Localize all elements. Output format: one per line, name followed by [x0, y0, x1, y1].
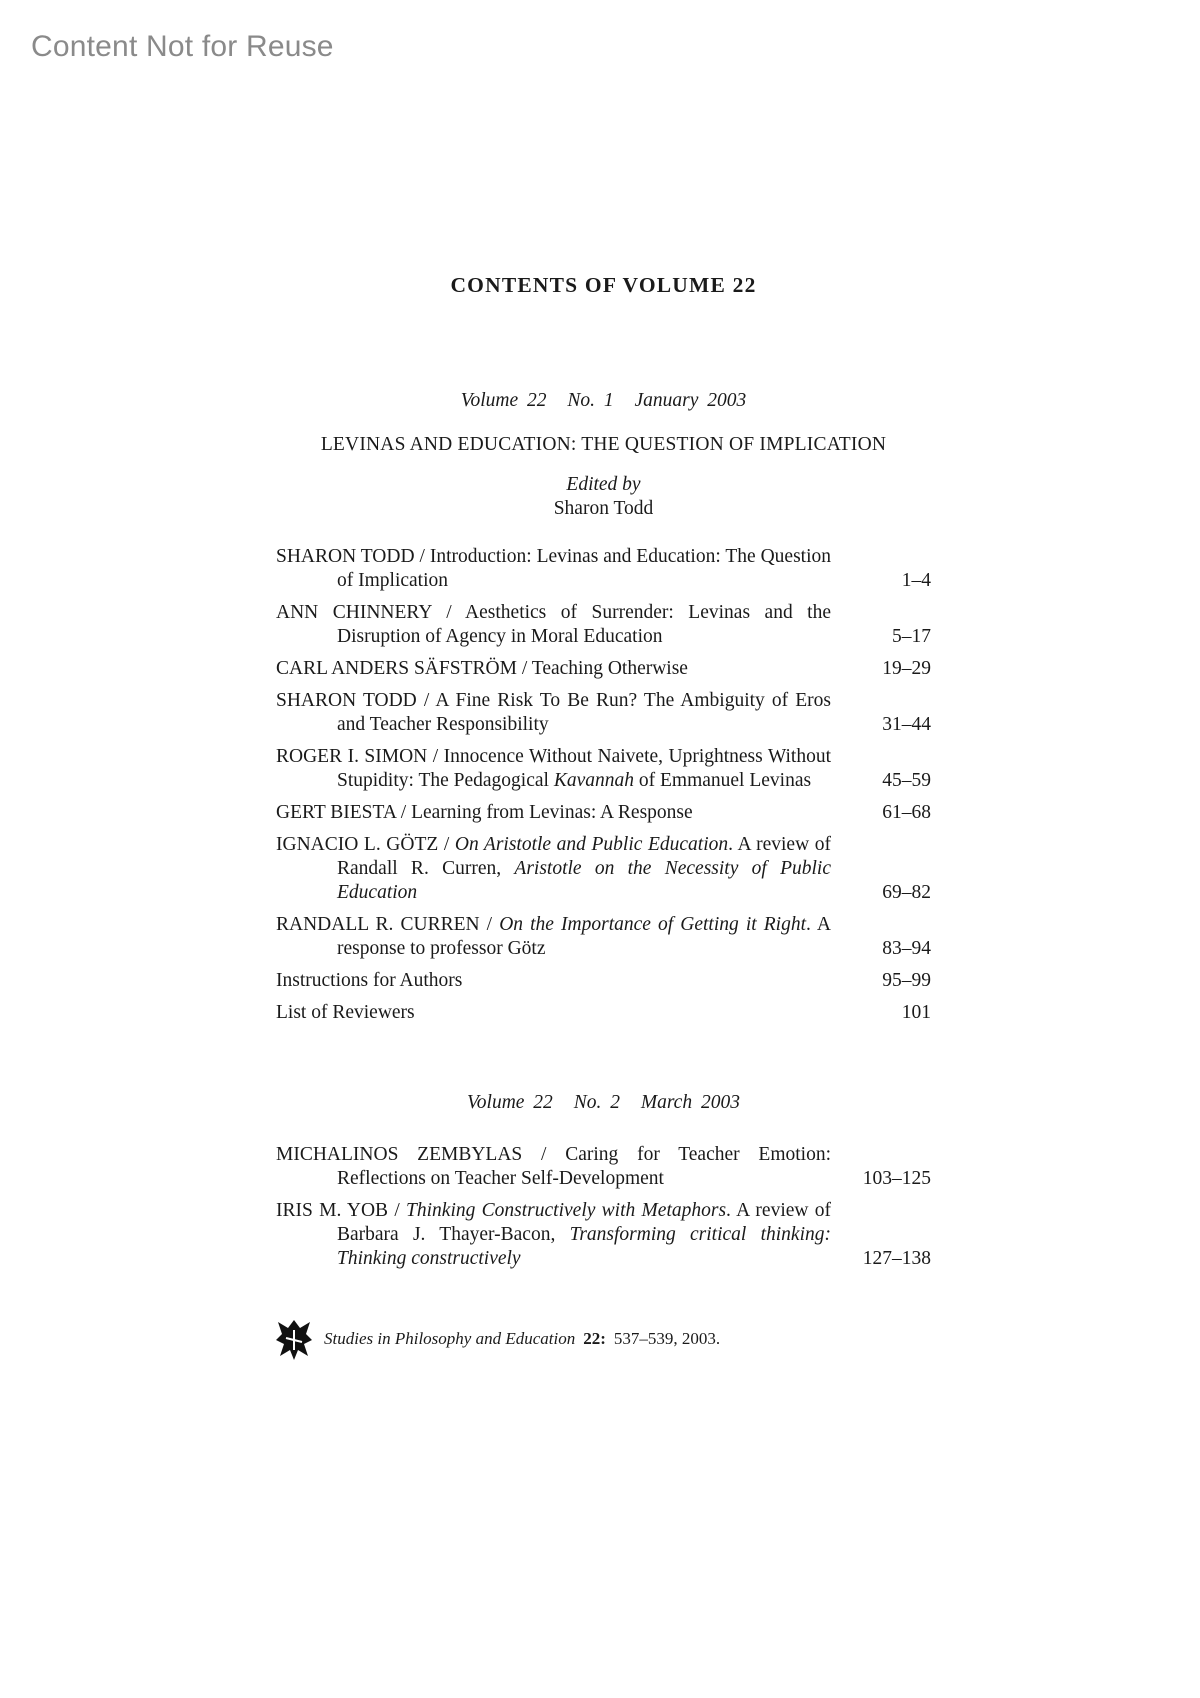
entry-pages: 127–138 — [862, 1248, 931, 1269]
entry-title: . A response to professor Götz — [337, 914, 832, 959]
entry-pages: 95–99 — [882, 970, 931, 991]
entry-pages: 103–125 — [862, 1168, 931, 1189]
toc-entry — [276, 745, 931, 793]
entry-title-italic: Thinking Constructively with Metaphors — [406, 1200, 727, 1221]
toc-entry — [276, 1001, 931, 1025]
separator: / — [414, 546, 430, 567]
entry-title: Teaching Otherwise — [531, 658, 688, 679]
toc-entry — [276, 833, 931, 905]
journal-pages-year: 537–539, 2003. — [613, 1329, 721, 1348]
entry-author: IGNACIO L. GÖTZ — [276, 834, 439, 855]
entry-title-rest: of Emmanuel Levinas — [634, 770, 812, 791]
toc-entry — [276, 969, 931, 993]
entry-pages: 1–4 — [901, 570, 931, 591]
entry-pages: 5–17 — [892, 626, 931, 647]
issue-date: March 2003 — [640, 1092, 740, 1113]
entry-title: Caring for Teacher Emotion: Reflections on Teacher Self-Development — [337, 1144, 831, 1189]
toc-entry — [276, 1199, 931, 1271]
separator: / — [388, 1200, 407, 1221]
entry-title: A Fine Risk To Be Run? The Ambiguity of Eros and Teacher Responsibility — [337, 690, 832, 735]
toc-entry — [276, 689, 931, 737]
toc-entry — [276, 801, 931, 825]
issue-number: No. 2 — [573, 1092, 620, 1113]
editor-name: Sharon Todd — [553, 498, 654, 519]
watermark: Content Not for Reuse — [31, 30, 334, 63]
entry-pages: 101 — [901, 1002, 931, 1023]
entry-pages: 45–59 — [882, 770, 931, 791]
entry-title: Aesthetics of Surrender: Levinas and the Disruption of Agency in Moral Education — [337, 602, 832, 647]
edited-by-label: Edited by — [566, 474, 641, 495]
entry-author: GERT BIESTA — [276, 802, 396, 823]
separator: / — [395, 802, 412, 823]
issue-theme-title: LEVINAS AND EDUCATION: THE QUESTION OF IMPLICATION — [320, 434, 887, 455]
entry-title: List of Reviewers — [276, 1002, 415, 1023]
toc-entry — [276, 1143, 931, 1191]
entry-author: CARL ANDERS SÄFSTRÖM — [276, 658, 517, 679]
entry-pages: 61–68 — [882, 802, 931, 823]
issue-2-toc — [276, 1143, 931, 1271]
toc-entry — [276, 657, 931, 681]
entry-pages: 69–82 — [882, 882, 931, 903]
entry-title-italic: Kavannah — [553, 770, 634, 791]
journal-name: Studies in Philosophy and Education — [324, 1329, 576, 1348]
journal-volume: 22: — [583, 1329, 606, 1348]
entry-title: Innocence Without Naivete, Uprightness Without Stupidity: The Pedagogical — [337, 746, 831, 791]
separator: / — [416, 690, 436, 711]
entry-title: Instructions for Authors — [276, 970, 463, 991]
entry-author: SHARON TODD — [276, 690, 417, 711]
page-title: CONTENTS OF VOLUME 22 — [450, 273, 757, 297]
entry-author: MICHALINOS ZEMBYLAS — [276, 1144, 523, 1165]
reviewed-book-title: Aristotle on the Necessity of Public Education — [337, 858, 831, 903]
issue-1-toc — [276, 545, 931, 1025]
journal-footer — [276, 1318, 720, 1360]
entry-title: . A review of Barbara J. Thayer-Bacon, — [337, 1200, 831, 1245]
entry-author: ANN CHINNERY — [276, 602, 432, 623]
entry-title-italic: On Aristotle and Public Education — [454, 834, 729, 855]
entry-author: IRIS M. YOB — [276, 1200, 389, 1221]
entry-title: Introduction: Levinas and Education: The Question of Implication — [337, 546, 831, 591]
entry-pages: 83–94 — [882, 938, 931, 959]
entry-pages: 31–44 — [882, 714, 931, 735]
issue-1-heading — [276, 387, 931, 415]
separator: / — [522, 1144, 566, 1165]
issue-volume: Volume 22 — [467, 1092, 553, 1113]
separator: / — [479, 914, 500, 935]
issue-number: No. 1 — [567, 390, 614, 411]
entry-title-italic: On the Importance of Getting it Right — [499, 914, 807, 935]
reviewed-book-title: Transforming critical thinking: Thinking constructively — [337, 1224, 831, 1269]
entry-author: SHARON TODD — [276, 546, 415, 567]
entry-pages: 19–29 — [882, 658, 931, 679]
issue-2-heading — [276, 1089, 931, 1117]
contents-page — [276, 270, 931, 1279]
separator: / — [438, 834, 455, 855]
separator: / — [427, 746, 444, 767]
toc-entry — [276, 601, 931, 649]
separator: / — [431, 602, 466, 623]
publisher-logo-icon — [276, 1318, 312, 1360]
toc-entry — [276, 545, 931, 593]
issue-date: January 2003 — [634, 390, 747, 411]
entry-title: Learning from Levinas: A Response — [411, 802, 693, 823]
entry-author: ROGER I. SIMON — [276, 746, 428, 767]
separator: / — [516, 658, 532, 679]
entry-title: . A review of Randall R. Curren, — [337, 834, 831, 879]
toc-entry — [276, 913, 931, 961]
issue-volume: Volume 22 — [460, 390, 547, 411]
entry-author: RANDALL R. CURREN — [276, 914, 480, 935]
